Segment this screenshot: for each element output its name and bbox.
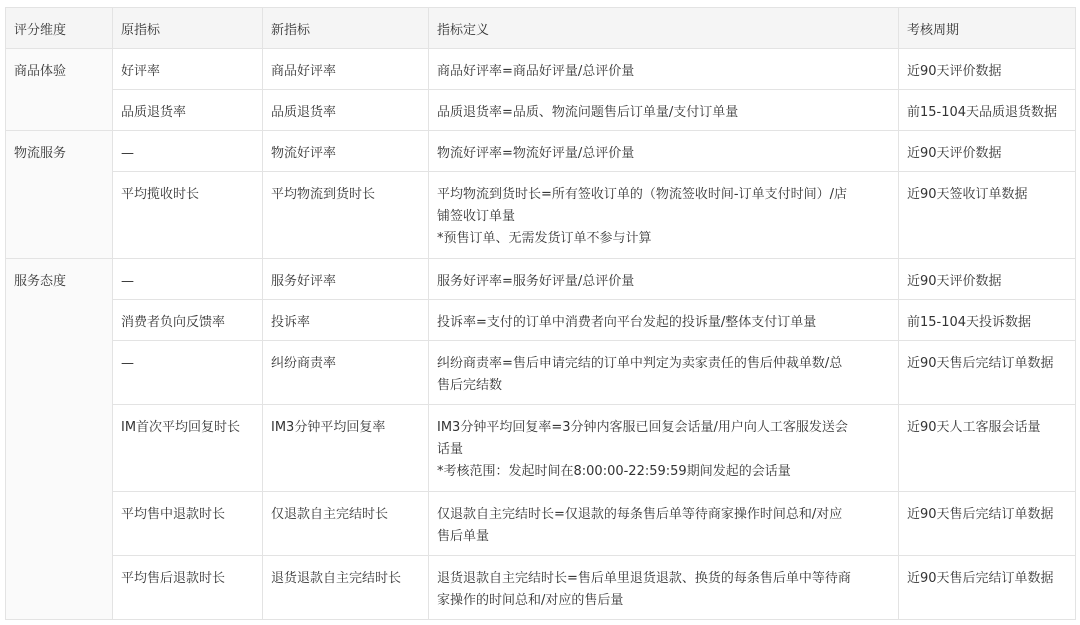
header-period: 考核周期 bbox=[899, 8, 1076, 49]
old-metric-cell: 平均售后退款时长 bbox=[113, 556, 263, 620]
old-metric-cell: IM首次平均回复时长 bbox=[113, 405, 263, 492]
definition-line: IM3分钟平均回复率=3分钟内客服已回复会话量/用户向人工客服发送会 bbox=[437, 420, 848, 435]
dimension-cell: 商品体验 bbox=[6, 49, 113, 131]
definition-cell bbox=[429, 556, 899, 620]
period-cell: 近90天售后完结订单数据 bbox=[899, 556, 1076, 620]
definition-line: 售后单量 bbox=[437, 529, 490, 544]
definition-cell bbox=[429, 492, 899, 556]
definition-line: 售后完结数 bbox=[437, 378, 503, 393]
new-metric-cell: 投诉率 bbox=[263, 300, 429, 341]
definition-line: 家操作的时间总和/对应的售后量 bbox=[437, 593, 624, 608]
definition-note: *预售订单、无需发货订单不参与计算 bbox=[437, 231, 652, 246]
old-metric-cell: — bbox=[113, 131, 263, 172]
period-cell: 近90天评价数据 bbox=[899, 259, 1076, 300]
old-metric-cell: 平均揽收时长 bbox=[113, 172, 263, 259]
period-cell: 近90天售后完结订单数据 bbox=[899, 492, 1076, 556]
period-cell: 近90天签收订单数据 bbox=[899, 172, 1076, 259]
definition-line: 平均物流到货时长=所有签收订单的（物流签收时间-订单支付时间）/店 bbox=[437, 187, 847, 202]
period-cell: 近90天评价数据 bbox=[899, 49, 1076, 90]
header-old-metric: 原指标 bbox=[113, 8, 263, 49]
definition-line: 品质退货率=品质、物流问题售后订单量/支付订单量 bbox=[437, 105, 739, 120]
dimension-cell: 物流服务 bbox=[6, 131, 113, 259]
definition-cell bbox=[429, 131, 899, 172]
old-metric-cell: 好评率 bbox=[113, 49, 263, 90]
definition-line: 纠纷商责率=售后申请完结的订单中判定为卖家责任的售后仲裁单数/总 bbox=[437, 356, 843, 371]
period-cell: 近90天售后完结订单数据 bbox=[899, 341, 1076, 405]
table-row bbox=[6, 131, 1076, 172]
table-row bbox=[6, 341, 1076, 405]
metrics-table bbox=[5, 7, 1076, 620]
definition-line: 退货退款自主完结时长=售后单里退货退款、换货的每条售后单中等待商 bbox=[437, 571, 851, 586]
dimension-cell: 服务态度 bbox=[6, 259, 113, 620]
definition-line: 物流好评率=物流好评量/总评价量 bbox=[437, 146, 635, 161]
header-dimension: 评分维度 bbox=[6, 8, 113, 49]
definition-cell bbox=[429, 259, 899, 300]
table-row bbox=[6, 556, 1076, 620]
new-metric-cell: 纠纷商责率 bbox=[263, 341, 429, 405]
new-metric-cell: 服务好评率 bbox=[263, 259, 429, 300]
old-metric-cell: — bbox=[113, 341, 263, 405]
table-row bbox=[6, 49, 1076, 90]
header-row bbox=[6, 8, 1076, 49]
definition-cell bbox=[429, 405, 899, 492]
new-metric-cell: 平均物流到货时长 bbox=[263, 172, 429, 259]
header-new-metric: 新指标 bbox=[263, 8, 429, 49]
definition-cell bbox=[429, 90, 899, 131]
new-metric-cell: 物流好评率 bbox=[263, 131, 429, 172]
new-metric-cell: IM3分钟平均回复率 bbox=[263, 405, 429, 492]
new-metric-cell: 仅退款自主完结时长 bbox=[263, 492, 429, 556]
period-cell: 前15-104天投诉数据 bbox=[899, 300, 1076, 341]
definition-note: *考核范围：发起时间在8:00:00-22:59:59期间发起的会话量 bbox=[437, 464, 791, 479]
old-metric-cell: — bbox=[113, 259, 263, 300]
period-cell: 前15-104天品质退货数据 bbox=[899, 90, 1076, 131]
old-metric-cell: 平均售中退款时长 bbox=[113, 492, 263, 556]
old-metric-cell: 品质退货率 bbox=[113, 90, 263, 131]
definition-cell bbox=[429, 49, 899, 90]
table-row bbox=[6, 259, 1076, 300]
definition-line: 投诉率=支付的订单中消费者向平台发起的投诉量/整体支付订单量 bbox=[437, 315, 817, 330]
definition-line: 仅退款自主完结时长=仅退款的每条售后单等待商家操作时间总和/对应 bbox=[437, 507, 843, 522]
definition-cell bbox=[429, 300, 899, 341]
period-cell: 近90天评价数据 bbox=[899, 131, 1076, 172]
new-metric-cell: 品质退货率 bbox=[263, 90, 429, 131]
definition-cell bbox=[429, 172, 899, 259]
definition-cell bbox=[429, 341, 899, 405]
table-row bbox=[6, 90, 1076, 131]
definition-line: 铺签收订单量 bbox=[437, 209, 516, 224]
definition-line: 服务好评率=服务好评量/总评价量 bbox=[437, 274, 635, 289]
header-definition: 指标定义 bbox=[429, 8, 899, 49]
table-row bbox=[6, 300, 1076, 341]
new-metric-cell: 退货退款自主完结时长 bbox=[263, 556, 429, 620]
table-row bbox=[6, 405, 1076, 492]
table-row bbox=[6, 492, 1076, 556]
old-metric-cell: 消费者负向反馈率 bbox=[113, 300, 263, 341]
period-cell: 近90天人工客服会话量 bbox=[899, 405, 1076, 492]
table-row bbox=[6, 172, 1076, 259]
definition-line: 话量 bbox=[437, 442, 464, 457]
definition-line: 商品好评率=商品好评量/总评价量 bbox=[437, 64, 635, 79]
new-metric-cell: 商品好评率 bbox=[263, 49, 429, 90]
